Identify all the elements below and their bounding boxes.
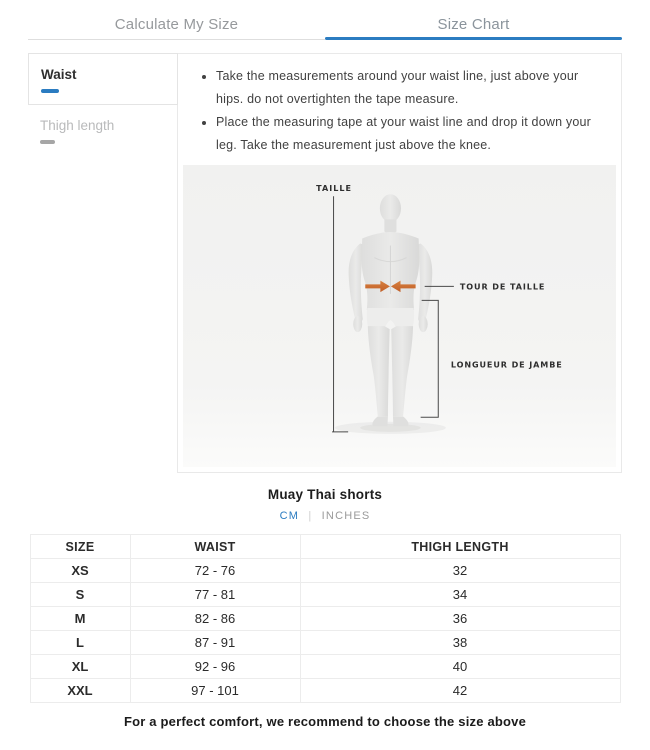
tab-calculate-my-size[interactable]: Calculate My Size [28, 16, 325, 40]
product-title: Muay Thai shorts [267, 487, 383, 503]
size-value: XS [30, 559, 130, 583]
size-value: XXL [30, 679, 130, 703]
instruction-item: • Place the measuring tape at your waist line and drop it down your leg. Take the measurement just above the knee. [216, 111, 605, 157]
table-row [30, 631, 620, 655]
table-row [30, 679, 620, 703]
size-value: XL [30, 655, 130, 679]
sidebar-item-waist[interactable] [28, 53, 178, 105]
tour-de-taille-label: TOUR DE TAILLE [459, 282, 546, 292]
table-row [30, 559, 620, 583]
tab-size-chart[interactable]: Size Chart [325, 16, 622, 40]
sidebar-item-waist-label: Waist [41, 67, 77, 82]
waist-value: 92 - 96 [130, 655, 300, 679]
waist-value: 72 - 76 [130, 559, 300, 583]
inactive-indicator-bar [40, 140, 55, 144]
column-header-waist: WAIST [130, 535, 300, 559]
size-chart-table [30, 534, 621, 703]
table-row [30, 607, 620, 631]
sidebar-item-thigh-length[interactable] [28, 105, 177, 155]
size-value: M [30, 607, 130, 631]
instruction-item: • Take the measurements around your waist line, just above your hips. do not overtighten the tape measure. [216, 65, 605, 111]
measurement-diagram [183, 165, 616, 467]
column-header-size: SIZE [30, 535, 130, 559]
size-value: S [30, 583, 130, 607]
unit-toggle [0, 510, 650, 522]
thigh-length-value: 32 [300, 559, 620, 583]
measurement-sidebar [28, 53, 177, 155]
unit-toggle-inches[interactable]: INCHES [321, 510, 371, 523]
measurement-panel [177, 53, 622, 473]
table-header-row [30, 535, 620, 559]
active-indicator-bar [41, 89, 59, 93]
waist-value: 82 - 86 [130, 607, 300, 631]
thigh-length-value: 42 [300, 679, 620, 703]
sidebar-item-thigh-length-label: Thigh length [40, 118, 115, 133]
unit-divider: | [308, 510, 313, 523]
size-recommendation-note: For a perfect comfort, we recommend to choose the size above [123, 714, 527, 730]
thigh-length-value: 34 [300, 583, 620, 607]
thigh-length-value: 40 [300, 655, 620, 679]
thigh-length-value: 38 [300, 631, 620, 655]
product-heading [0, 487, 650, 522]
waist-value: 97 - 101 [130, 679, 300, 703]
unit-toggle-cm[interactable]: CM [279, 510, 300, 523]
main-area [28, 53, 622, 473]
table-row [30, 583, 620, 607]
waist-value: 87 - 91 [130, 631, 300, 655]
longueur-de-jambe-label: LONGUEUR DE JAMBE [450, 360, 563, 370]
taille-label: TAILLE [316, 184, 352, 194]
instruction-list [182, 65, 605, 157]
tab-bar [28, 0, 622, 40]
floor-shadow [360, 424, 420, 432]
thigh-length-value: 36 [300, 607, 620, 631]
table-row [30, 655, 620, 679]
size-value: L [30, 631, 130, 655]
waist-value: 77 - 81 [130, 583, 300, 607]
column-header-thigh-length: THIGH LENGTH [300, 535, 620, 559]
